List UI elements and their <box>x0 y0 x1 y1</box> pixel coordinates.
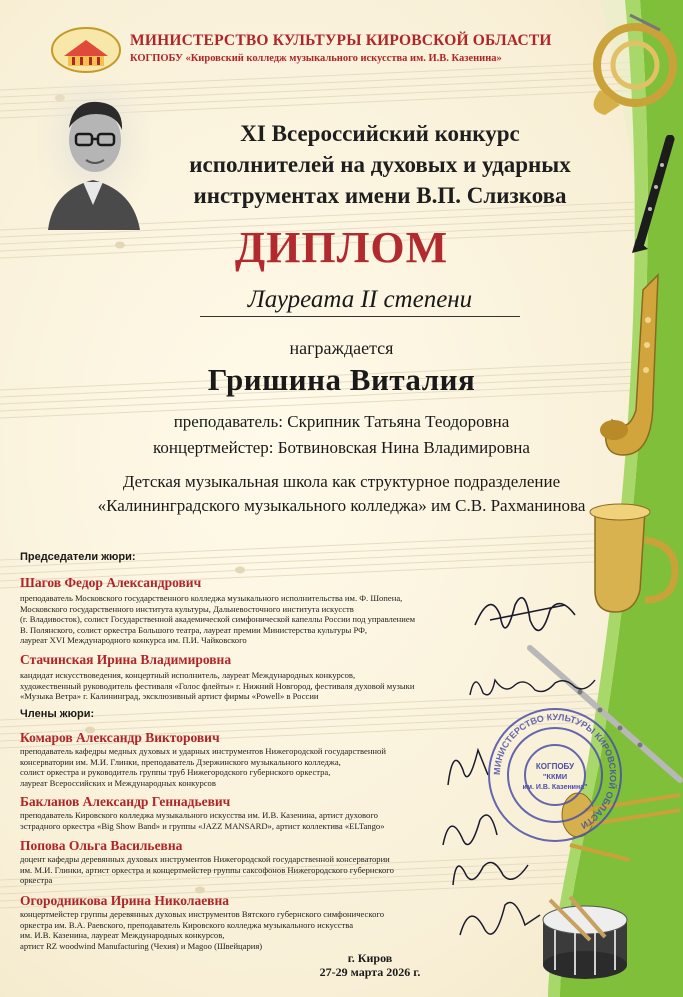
jury-member-name: Огородникова Ирина Николаевна <box>20 893 230 908</box>
jury-desc-line: лауреат Всероссийских и Международных конкурсов <box>20 777 216 788</box>
signature-ogorodnikova <box>455 890 545 950</box>
jury-desc-line: оркестра им. В.А. Раевского, преподаватель Кировского колледжа музыкального искусства <box>20 919 354 930</box>
jury-chairs-heading: Председатели жюри: <box>20 551 136 563</box>
accompanist-line: концертмейстер: Ботвиновская Нина Владимировна <box>153 438 530 457</box>
teacher-line: преподаватель: Скрипник Татьяна Теодоровна <box>173 412 510 431</box>
jury-member-description <box>20 746 480 788</box>
contest-title-line1: XI Всероссийский конкурс <box>240 121 520 146</box>
jury-desc-line: солист оркестра и руководитель группы труб Нижегородского губернского оркестра, <box>20 767 331 777</box>
diploma-title: ДИПЛОМ <box>234 223 449 272</box>
school-line-1: Детская музыкальная школа как структурное подразделение <box>122 472 561 491</box>
stamp-ring-text: МИНИСТЕРСТВО КУЛЬТУРЫ КИРОВСКОЙ ОБЛАСТИ <box>491 711 619 831</box>
jury-desc-line: преподаватель кафедры медных духовых и ударных инструментов Нижегородской государственной <box>20 746 386 756</box>
recipient-name: Гришина Виталия <box>207 362 476 397</box>
portrait-photo <box>38 80 150 230</box>
stamp-center-line-2: "ККМИ <box>542 772 568 781</box>
school-line-2: «Калининградского музыкального колледжа» им С.В. Рахманинова <box>97 496 586 515</box>
jury-desc-line: эстрадного оркестра «Big Show Band» и группы «JAZZ MANSARD», артист коллектива «ELTango» <box>20 820 385 831</box>
jury-desc-line: им. И.В. Казенина, лауреат Международных конкурсов, <box>20 930 225 940</box>
jury-members-heading: Члены жюри: <box>20 708 95 720</box>
jury-chair-name: Стачинская Ирина Владимировна <box>20 652 232 667</box>
jury-member-name: Комаров Александр Викторович <box>20 730 220 745</box>
contest-title-line3: инструментах имени В.П. Слизкова <box>193 183 567 208</box>
stamp-center-line-1: КОГПОБУ <box>535 762 575 771</box>
jury-member-name: Бакланов Александр Геннадьевич <box>20 794 231 809</box>
official-stamp <box>485 705 625 845</box>
french-horn-icon <box>580 10 680 120</box>
jury-member-description <box>20 854 480 886</box>
jury-desc-line: (г. Владивосток), солист Государственной академической симфонической капеллы России под управлением <box>20 614 416 624</box>
jury-desc-line: консерватории им. М.И. Глинки, преподаватель Дзержинского музыкального колледжа, <box>20 756 341 767</box>
contest-title-line2: исполнителей на духовых и ударных <box>189 152 571 177</box>
jury-member-description <box>20 810 480 831</box>
signature-popova <box>448 845 538 895</box>
contest-title <box>140 118 620 211</box>
laureate-degree: Лауреата II степени <box>200 286 520 317</box>
college-name: КОГПОБУ «Кировский колледж музыкального искусства им. И.В. Казенина» <box>130 53 502 64</box>
jury-desc-line: «Музыка Ветра» г. Калининград, эксклюзивный артист фирмы «Powell» в России <box>20 691 319 701</box>
signature-stachinskaya <box>465 665 600 705</box>
jury-desc-line: артист RZ woodwind Manufacturing (Чехия) и Magoo (Швейцария) <box>20 940 263 951</box>
jury-chair-description <box>20 670 480 702</box>
jury-desc-line: лауреат XVI Международного конкурса им. П.И. Чайковского <box>20 635 247 645</box>
jury-desc-line: им. М.И. Глинки, артист оркестра и концертмейстер группы саксофонов Нижегородского губернского <box>20 864 394 875</box>
jury-member-name: Попова Ольга Васильевна <box>20 838 183 853</box>
awarded-label: награждается <box>289 338 394 358</box>
footer-city: г. Киров <box>347 951 393 965</box>
jury-desc-line: В. Полянского, солист оркестра Большого театра, лауреат премии Министерства культуры РФ, <box>20 624 368 635</box>
stamp-center-line-3: им. И.В. Казенина" <box>522 784 588 791</box>
snare-drum-icon <box>535 895 635 985</box>
jury-desc-line: оркестра <box>20 875 53 885</box>
footer-dates: 27-29 марта 2026 г. <box>319 965 421 979</box>
jury-desc-line: преподаватель Кировского колледжа музыкального искусства им. И.В. Казенина, артист духового <box>20 810 378 820</box>
college-logo-icon <box>50 26 122 74</box>
jury-member-description <box>20 909 480 951</box>
jury-desc-line: концертмейстер группы деревянных духовых инструментов Вятского губернского симфонического <box>20 909 385 919</box>
tuba-icon <box>575 500 683 620</box>
jury-desc-line: кандидат искусствоведения, концертный исполнитель, лауреат Международных конкурсов, <box>20 670 356 680</box>
jury-chair-description <box>20 593 480 646</box>
jury-chair-name: Шагов Федор Александрович <box>20 575 202 590</box>
jury-desc-line: доцент кафедры деревянных духовых инструментов Нижегородской государственной консерватории <box>20 854 390 864</box>
jury-desc-line: преподаватель Московского государственного колледжа музыкального исполнительства им. Ф. Шопена, <box>20 593 403 603</box>
ministry-title: МИНИСТЕРСТВО КУЛЬТУРЫ КИРОВСКОЙ ОБЛАСТИ <box>130 32 552 49</box>
signature-shagov <box>470 585 580 655</box>
jury-desc-line: Московского государственного института культуры, Дальневосточного института искусств <box>20 603 354 614</box>
jury-desc-line: художественный руководитель фестиваля «Голос флейты» г. Нижний Новгород, фестиваля духовой музыки <box>20 680 415 691</box>
